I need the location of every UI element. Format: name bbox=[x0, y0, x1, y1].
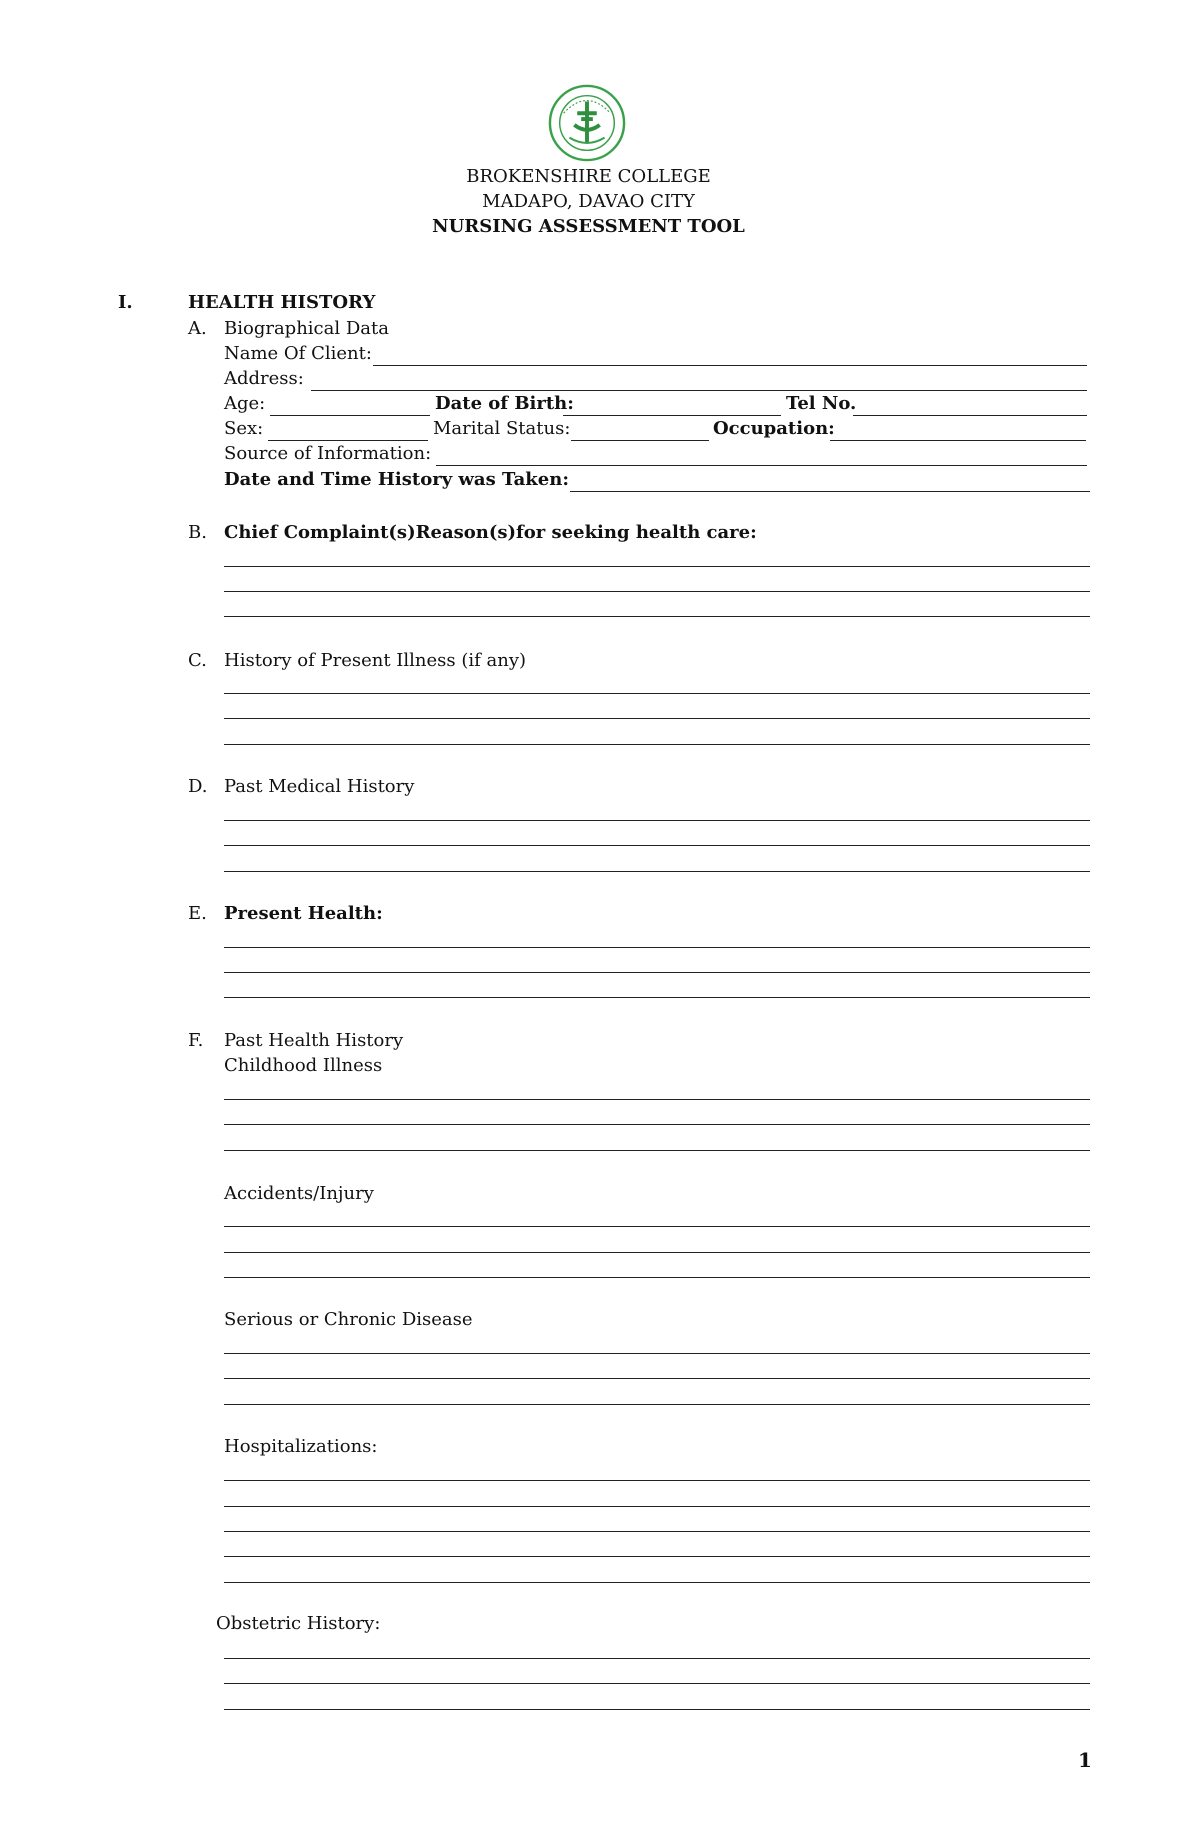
age-field[interactable] bbox=[270, 415, 430, 416]
chief-complaint-line[interactable] bbox=[224, 616, 1090, 617]
hospitalizations-line[interactable] bbox=[224, 1556, 1090, 1557]
past-medical-history-title: Past Medical History bbox=[224, 776, 415, 797]
present-health-line[interactable] bbox=[224, 947, 1090, 948]
sex-label: Sex: bbox=[224, 418, 264, 439]
name-of-client-field[interactable] bbox=[373, 365, 1087, 366]
section-title: HEALTH HISTORY bbox=[188, 292, 376, 313]
source-of-information-field[interactable] bbox=[436, 465, 1087, 466]
subsection-a-title: Biographical Data bbox=[224, 318, 389, 339]
date-of-birth-field[interactable] bbox=[563, 415, 781, 416]
subsection-f-letter: F. bbox=[188, 1030, 204, 1051]
subsection-e-letter: E. bbox=[188, 903, 207, 924]
past-medical-history-line[interactable] bbox=[224, 845, 1090, 846]
chronic-disease-line[interactable] bbox=[224, 1404, 1090, 1405]
present-illness-line[interactable] bbox=[224, 693, 1090, 694]
section-numeral: I. bbox=[118, 292, 133, 313]
marital-status-field[interactable] bbox=[571, 440, 709, 441]
college-name: BROKENSHIRE COLLEGE bbox=[466, 166, 711, 187]
chronic-disease-title: Serious or Chronic Disease bbox=[224, 1309, 473, 1330]
obstetric-history-line[interactable] bbox=[224, 1709, 1090, 1710]
childhood-illness-line[interactable] bbox=[224, 1150, 1090, 1151]
chief-complaint-line[interactable] bbox=[224, 591, 1090, 592]
present-health-title: Present Health: bbox=[224, 903, 383, 924]
sex-field[interactable] bbox=[268, 440, 428, 441]
hospitalizations-line[interactable] bbox=[224, 1506, 1090, 1507]
obstetric-history-line[interactable] bbox=[224, 1683, 1090, 1684]
brokenshire-college-seal-icon bbox=[548, 84, 626, 162]
past-medical-history-line[interactable] bbox=[224, 820, 1090, 821]
accidents-injury-line[interactable] bbox=[224, 1226, 1090, 1227]
marital-status-label: Marital Status: bbox=[433, 418, 571, 439]
present-health-line[interactable] bbox=[224, 972, 1090, 973]
document-title: NURSING ASSESSMENT TOOL bbox=[432, 216, 745, 237]
present-illness-line[interactable] bbox=[224, 718, 1090, 719]
college-location: MADAPO, DAVAO CITY bbox=[482, 191, 695, 212]
date-of-birth-label: Date of Birth: bbox=[435, 393, 574, 414]
hospitalizations-line[interactable] bbox=[224, 1582, 1090, 1583]
accidents-injury-line[interactable] bbox=[224, 1252, 1090, 1253]
subsection-a-letter: A. bbox=[188, 318, 207, 339]
date-time-history-field[interactable] bbox=[570, 491, 1090, 492]
subsection-c-letter: C. bbox=[188, 650, 207, 671]
subsection-d-letter: D. bbox=[188, 776, 208, 797]
hospitalizations-line[interactable] bbox=[224, 1480, 1090, 1481]
hospitalizations-title: Hospitalizations: bbox=[224, 1436, 378, 1457]
date-time-history-label: Date and Time History was Taken: bbox=[224, 469, 569, 490]
accidents-injury-title: Accidents/Injury bbox=[224, 1183, 374, 1204]
chronic-disease-line[interactable] bbox=[224, 1353, 1090, 1354]
childhood-illness-line[interactable] bbox=[224, 1124, 1090, 1125]
obstetric-history-title: Obstetric History: bbox=[216, 1613, 381, 1634]
past-health-history-title: Past Health History bbox=[224, 1030, 404, 1051]
source-of-information-label: Source of Information: bbox=[224, 443, 432, 464]
tel-no-field[interactable] bbox=[853, 415, 1087, 416]
hospitalizations-line[interactable] bbox=[224, 1531, 1090, 1532]
chief-complaint-title: Chief Complaint(s)Reason(s)for seeking health care: bbox=[224, 522, 757, 543]
name-of-client-label: Name Of Client: bbox=[224, 343, 372, 364]
past-medical-history-line[interactable] bbox=[224, 871, 1090, 872]
age-label: Age: bbox=[224, 393, 266, 414]
tel-no-label: Tel No. bbox=[786, 393, 857, 414]
obstetric-history-line[interactable] bbox=[224, 1658, 1090, 1659]
address-label: Address: bbox=[224, 368, 304, 389]
present-illness-line[interactable] bbox=[224, 744, 1090, 745]
present-health-line[interactable] bbox=[224, 997, 1090, 998]
childhood-illness-line[interactable] bbox=[224, 1099, 1090, 1100]
occupation-field[interactable] bbox=[830, 440, 1086, 441]
chronic-disease-line[interactable] bbox=[224, 1378, 1090, 1379]
address-field[interactable] bbox=[311, 390, 1087, 391]
chief-complaint-line[interactable] bbox=[224, 566, 1090, 567]
accidents-injury-line[interactable] bbox=[224, 1277, 1090, 1278]
occupation-label: Occupation: bbox=[713, 418, 835, 439]
childhood-illness-title: Childhood Illness bbox=[224, 1055, 383, 1076]
page-number: 1 bbox=[1078, 1748, 1092, 1772]
present-illness-title: History of Present Illness (if any) bbox=[224, 650, 527, 671]
subsection-b-letter: B. bbox=[188, 522, 207, 543]
